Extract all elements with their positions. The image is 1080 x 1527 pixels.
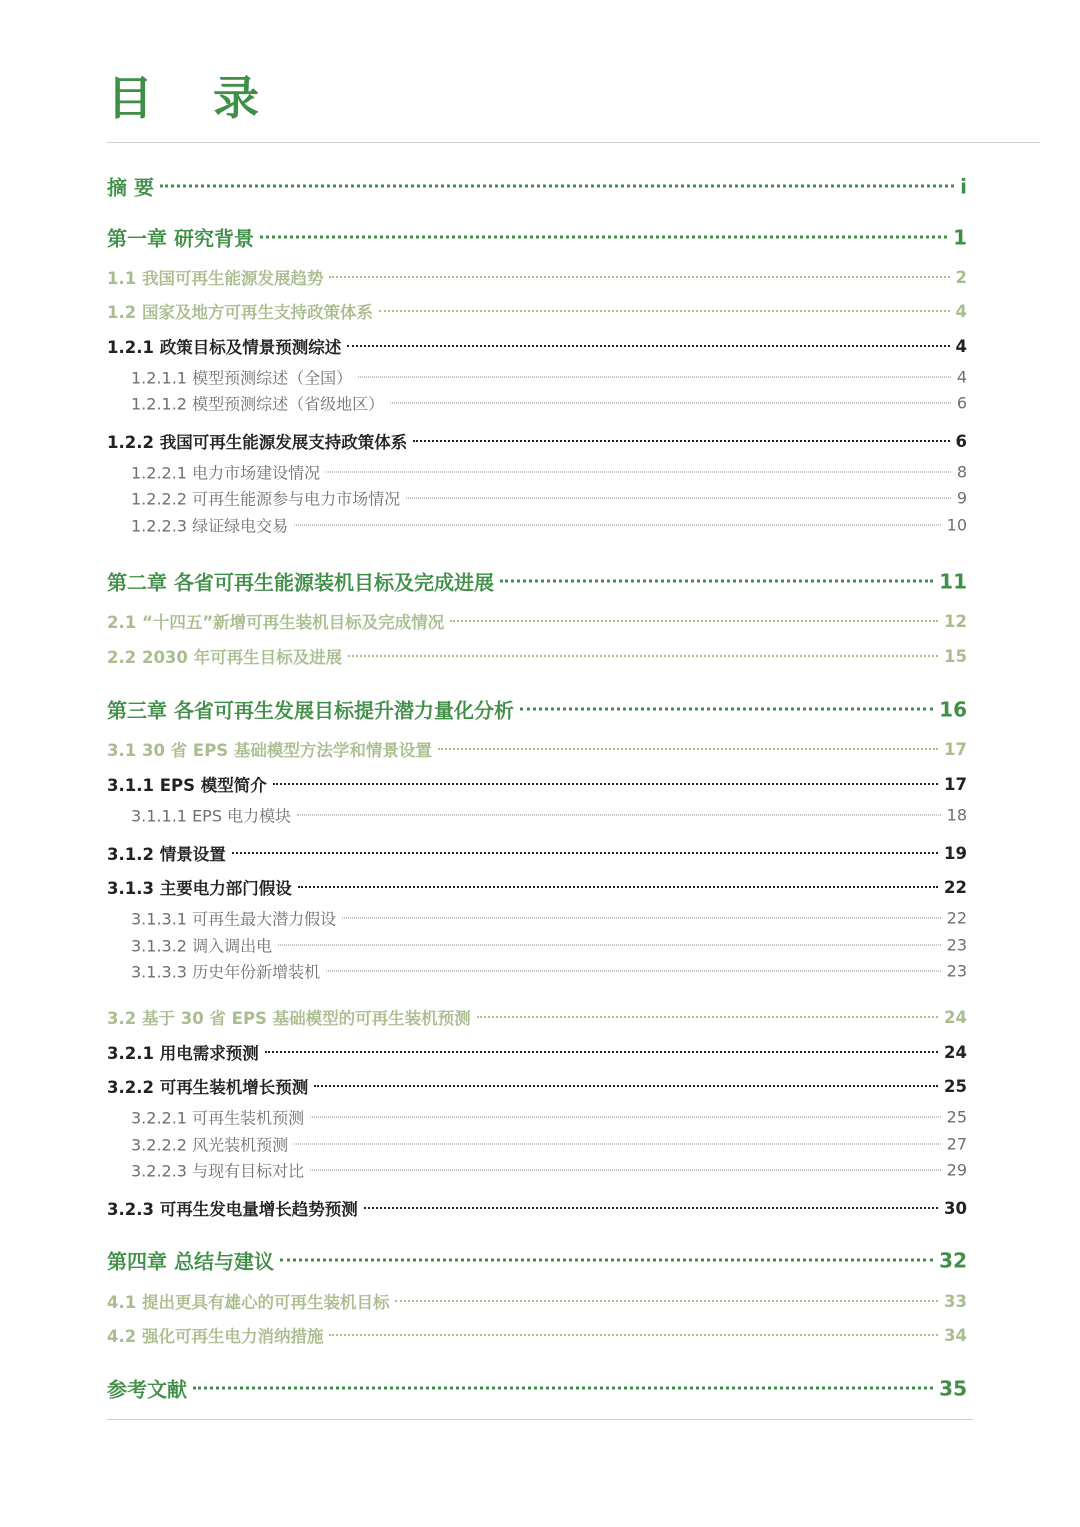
- toc-entry[interactable]: [107, 429, 967, 453]
- toc-entry[interactable]: [131, 487, 967, 510]
- toc-entry-page-number: 17: [944, 774, 967, 794]
- toc-entry-label: 1.2.1.1 模型预测综述（全国）: [131, 368, 353, 388]
- toc-entry-label: 3.2.2.2 风光装机预测: [131, 1135, 289, 1155]
- toc-entry[interactable]: [107, 1074, 967, 1098]
- toc-entry-label: 参考文献: [107, 1377, 187, 1402]
- toc-entry-page-number: 17: [944, 739, 967, 759]
- toc-entry-label: 3.1.3 主要电力部门假设: [107, 879, 292, 898]
- toc-entry[interactable]: [107, 841, 967, 865]
- toc-leader-dots: [310, 1117, 941, 1118]
- toc-entry-label: 1.2.2.1 电力市场建设情况: [131, 463, 321, 483]
- toc-entry-label: 3.1.1 EPS 模型简介: [107, 776, 267, 795]
- toc-entry[interactable]: [131, 934, 967, 957]
- toc-entry-page-number: 8: [956, 462, 967, 482]
- toc-entry-page-number: 9: [956, 488, 967, 508]
- toc-leader-dots: [326, 971, 941, 972]
- toc-leader-dots: [477, 1016, 938, 1018]
- toc-leader-dots: [260, 236, 947, 239]
- toc-leader-dots: [298, 886, 938, 888]
- toc-entry[interactable]: [107, 737, 967, 761]
- toc-entry-label: 3.2.1 用电需求预测: [107, 1044, 259, 1063]
- toc-entry-label: 1.2.1 政策目标及情景预测综述: [107, 338, 342, 357]
- toc-entry-page-number: 35: [939, 1376, 967, 1400]
- toc-entry[interactable]: [107, 334, 967, 358]
- toc-entry-label: 摘 要: [107, 175, 154, 200]
- toc-entry[interactable]: [107, 875, 967, 899]
- toc-entry-label: 第四章 总结与建议: [107, 1249, 274, 1274]
- toc-entry[interactable]: [131, 392, 967, 415]
- toc-leader-dots: [348, 655, 938, 657]
- toc-entry-label: 3.1.3.1 可再生最大潜力假设: [131, 909, 337, 929]
- toc-leader-dots: [297, 815, 941, 816]
- toc-entry-page-number: 15: [944, 646, 967, 666]
- toc-entry[interactable]: [107, 299, 967, 323]
- toc-leader-dots: [438, 748, 938, 750]
- toc-entry-label: 第二章 各省可再生能源装机目标及完成进展: [107, 570, 494, 595]
- toc-leader-dots: [342, 918, 941, 919]
- toc-entry[interactable]: [107, 644, 967, 668]
- toc-leader-dots: [450, 620, 938, 622]
- toc-entry[interactable]: [131, 1159, 967, 1182]
- toc-entry-label: 1.1 我国可再生能源发展趋势: [107, 269, 324, 288]
- toc-entry-page-number: 23: [946, 961, 967, 981]
- toc-entry-page-number: 16: [939, 697, 967, 721]
- toc-entry[interactable]: [131, 960, 967, 983]
- toc-leader-dots: [294, 1144, 941, 1145]
- toc-entry-page-number: 25: [946, 1107, 967, 1127]
- toc-entry[interactable]: [107, 1289, 967, 1313]
- toc-leader-dots: [390, 403, 951, 404]
- toc-entry-label: 第三章 各省可再生发展目标提升潜力量化分析: [107, 698, 514, 723]
- toc-entry[interactable]: [107, 1005, 967, 1029]
- toc-entry-label: 1.2.2.2 可再生能源参与电力市场情况: [131, 489, 401, 509]
- toc-entry-label: 3.2.2 可再生装机增长预测: [107, 1078, 309, 1097]
- toc-entry-page-number: 27: [946, 1134, 967, 1154]
- toc-entry-label: 3.1.1.1 EPS 电力模块: [131, 806, 292, 826]
- toc-entry[interactable]: [107, 1040, 967, 1064]
- toc-entry-label: 3.2.3 可再生发电量增长趋势预测: [107, 1200, 358, 1219]
- toc-entry[interactable]: [107, 265, 967, 289]
- toc-leader-dots: [395, 1300, 938, 1302]
- toc-entry[interactable]: [131, 461, 967, 484]
- toc-entry[interactable]: [107, 695, 967, 724]
- toc-leader-dots: [265, 1051, 938, 1053]
- toc-entry-page-number: 12: [944, 611, 967, 631]
- toc-leader-dots: [358, 377, 951, 378]
- toc-entry-page-number: 11: [939, 569, 967, 593]
- toc-entry-page-number: 19: [944, 843, 967, 863]
- toc-leader-dots: [314, 1085, 938, 1087]
- toc-leader-dots: [294, 525, 941, 526]
- toc-leader-dots: [193, 1387, 933, 1390]
- toc-entry-label: 3.1 30 省 EPS 基础模型方法学和情景设置: [107, 741, 432, 760]
- toc-entry[interactable]: [107, 567, 967, 596]
- toc-leader-dots: [413, 440, 949, 442]
- toc-entry[interactable]: [107, 609, 967, 633]
- toc-entry[interactable]: [131, 804, 967, 827]
- toc-entry-page-number: 2: [955, 267, 967, 287]
- toc-entry[interactable]: [107, 223, 967, 252]
- toc-leader-dots: [278, 945, 941, 946]
- toc-entry-page-number: 29: [946, 1160, 967, 1180]
- toc-entry-page-number: 33: [944, 1291, 967, 1311]
- toc-entry-label: 3.1.2 情景设置: [107, 845, 226, 864]
- toc-leader-dots: [329, 276, 949, 278]
- toc-leader-dots: [406, 498, 951, 499]
- toc-leader-dots: [520, 708, 933, 711]
- toc-entry-page-number: 6: [956, 393, 967, 413]
- toc-entry-page-number: 4: [956, 367, 967, 387]
- toc-leader-dots: [379, 310, 950, 312]
- toc-entry-label: 1.2 国家及地方可再生支持政策体系: [107, 303, 373, 322]
- toc-entry-label: 第一章 研究背景: [107, 226, 254, 251]
- toc-entry[interactable]: [131, 366, 967, 389]
- toc-leader-dots: [364, 1207, 938, 1209]
- toc-entry-page-number: 22: [946, 908, 967, 928]
- toc-entry-page-number: 24: [944, 1042, 967, 1062]
- toc-entry-label: 4.1 提出更具有雄心的可再生装机目标: [107, 1293, 390, 1312]
- toc-entry[interactable]: [107, 1196, 967, 1220]
- toc-entry-label: 1.2.2 我国可再生能源发展支持政策体系: [107, 433, 408, 452]
- toc-entry-label: 1.2.1.2 模型预测综述（省级地区）: [131, 394, 385, 414]
- toc-entry[interactable]: [107, 1323, 967, 1347]
- toc-entry-page-number: 32: [939, 1248, 967, 1272]
- toc-entry-label: 3.2 基于 30 省 EPS 基础模型的可再生装机预测: [107, 1009, 471, 1028]
- toc-entry-label: 3.2.2.1 可再生装机预测: [131, 1108, 305, 1128]
- toc-entry[interactable]: [107, 1374, 967, 1403]
- toc-leader-dots: [329, 1334, 938, 1336]
- toc-leader-dots: [347, 345, 949, 347]
- toc-entry[interactable]: [131, 1133, 967, 1156]
- toc-entry-page-number: 23: [946, 935, 967, 955]
- toc-entry-label: 4.2 强化可再生电力消纳措施: [107, 1327, 324, 1346]
- toc-entry-label: 2.2 2030 年可再生目标及进展: [107, 648, 343, 667]
- toc-entry[interactable]: [131, 907, 967, 930]
- toc-entry-page-number: 18: [946, 805, 967, 825]
- toc-leader-dots: [160, 185, 954, 188]
- toc-entry-page-number: 22: [944, 877, 967, 897]
- bottom-divider: [107, 1419, 973, 1420]
- toc-entry-label: 3.1.3.2 调入调出电: [131, 936, 273, 956]
- toc-entry-page-number: 10: [946, 515, 967, 535]
- toc-entry-label: 2.1 “十四五”新增可再生装机目标及完成情况: [107, 613, 445, 632]
- toc-entry[interactable]: [107, 172, 967, 201]
- toc-entry[interactable]: [107, 772, 967, 796]
- toc-entry-page-number: 4: [955, 301, 967, 321]
- toc-entry[interactable]: [131, 1106, 967, 1129]
- toc-entry-page-number: 4: [955, 336, 967, 356]
- toc-leader-dots: [232, 852, 938, 854]
- toc-leader-dots: [326, 472, 951, 473]
- toc-entry-label: 3.1.3.3 历史年份新增装机: [131, 962, 321, 982]
- toc-entry-page-number: 24: [944, 1007, 967, 1027]
- toc-entry-page-number: 1: [953, 225, 967, 249]
- page-title: 目 录: [107, 71, 282, 125]
- toc-entry-page-number: 34: [944, 1325, 967, 1345]
- toc-entry-label: 1.2.2.3 绿证绿电交易: [131, 516, 289, 536]
- toc-leader-dots: [310, 1170, 941, 1171]
- toc-entry-page-number: 30: [944, 1198, 967, 1218]
- toc-entry-page-number: 25: [944, 1076, 967, 1096]
- toc-entry-label: 3.2.2.3 与现有目标对比: [131, 1161, 305, 1181]
- toc-entry[interactable]: [107, 1246, 967, 1275]
- toc-leader-dots: [500, 580, 933, 583]
- toc-leader-dots: [273, 783, 938, 785]
- toc-leader-dots: [280, 1259, 933, 1262]
- toc-entry-page-number: 6: [955, 431, 967, 451]
- toc-entry-page-number: i: [960, 174, 967, 198]
- toc-entry[interactable]: [131, 514, 967, 537]
